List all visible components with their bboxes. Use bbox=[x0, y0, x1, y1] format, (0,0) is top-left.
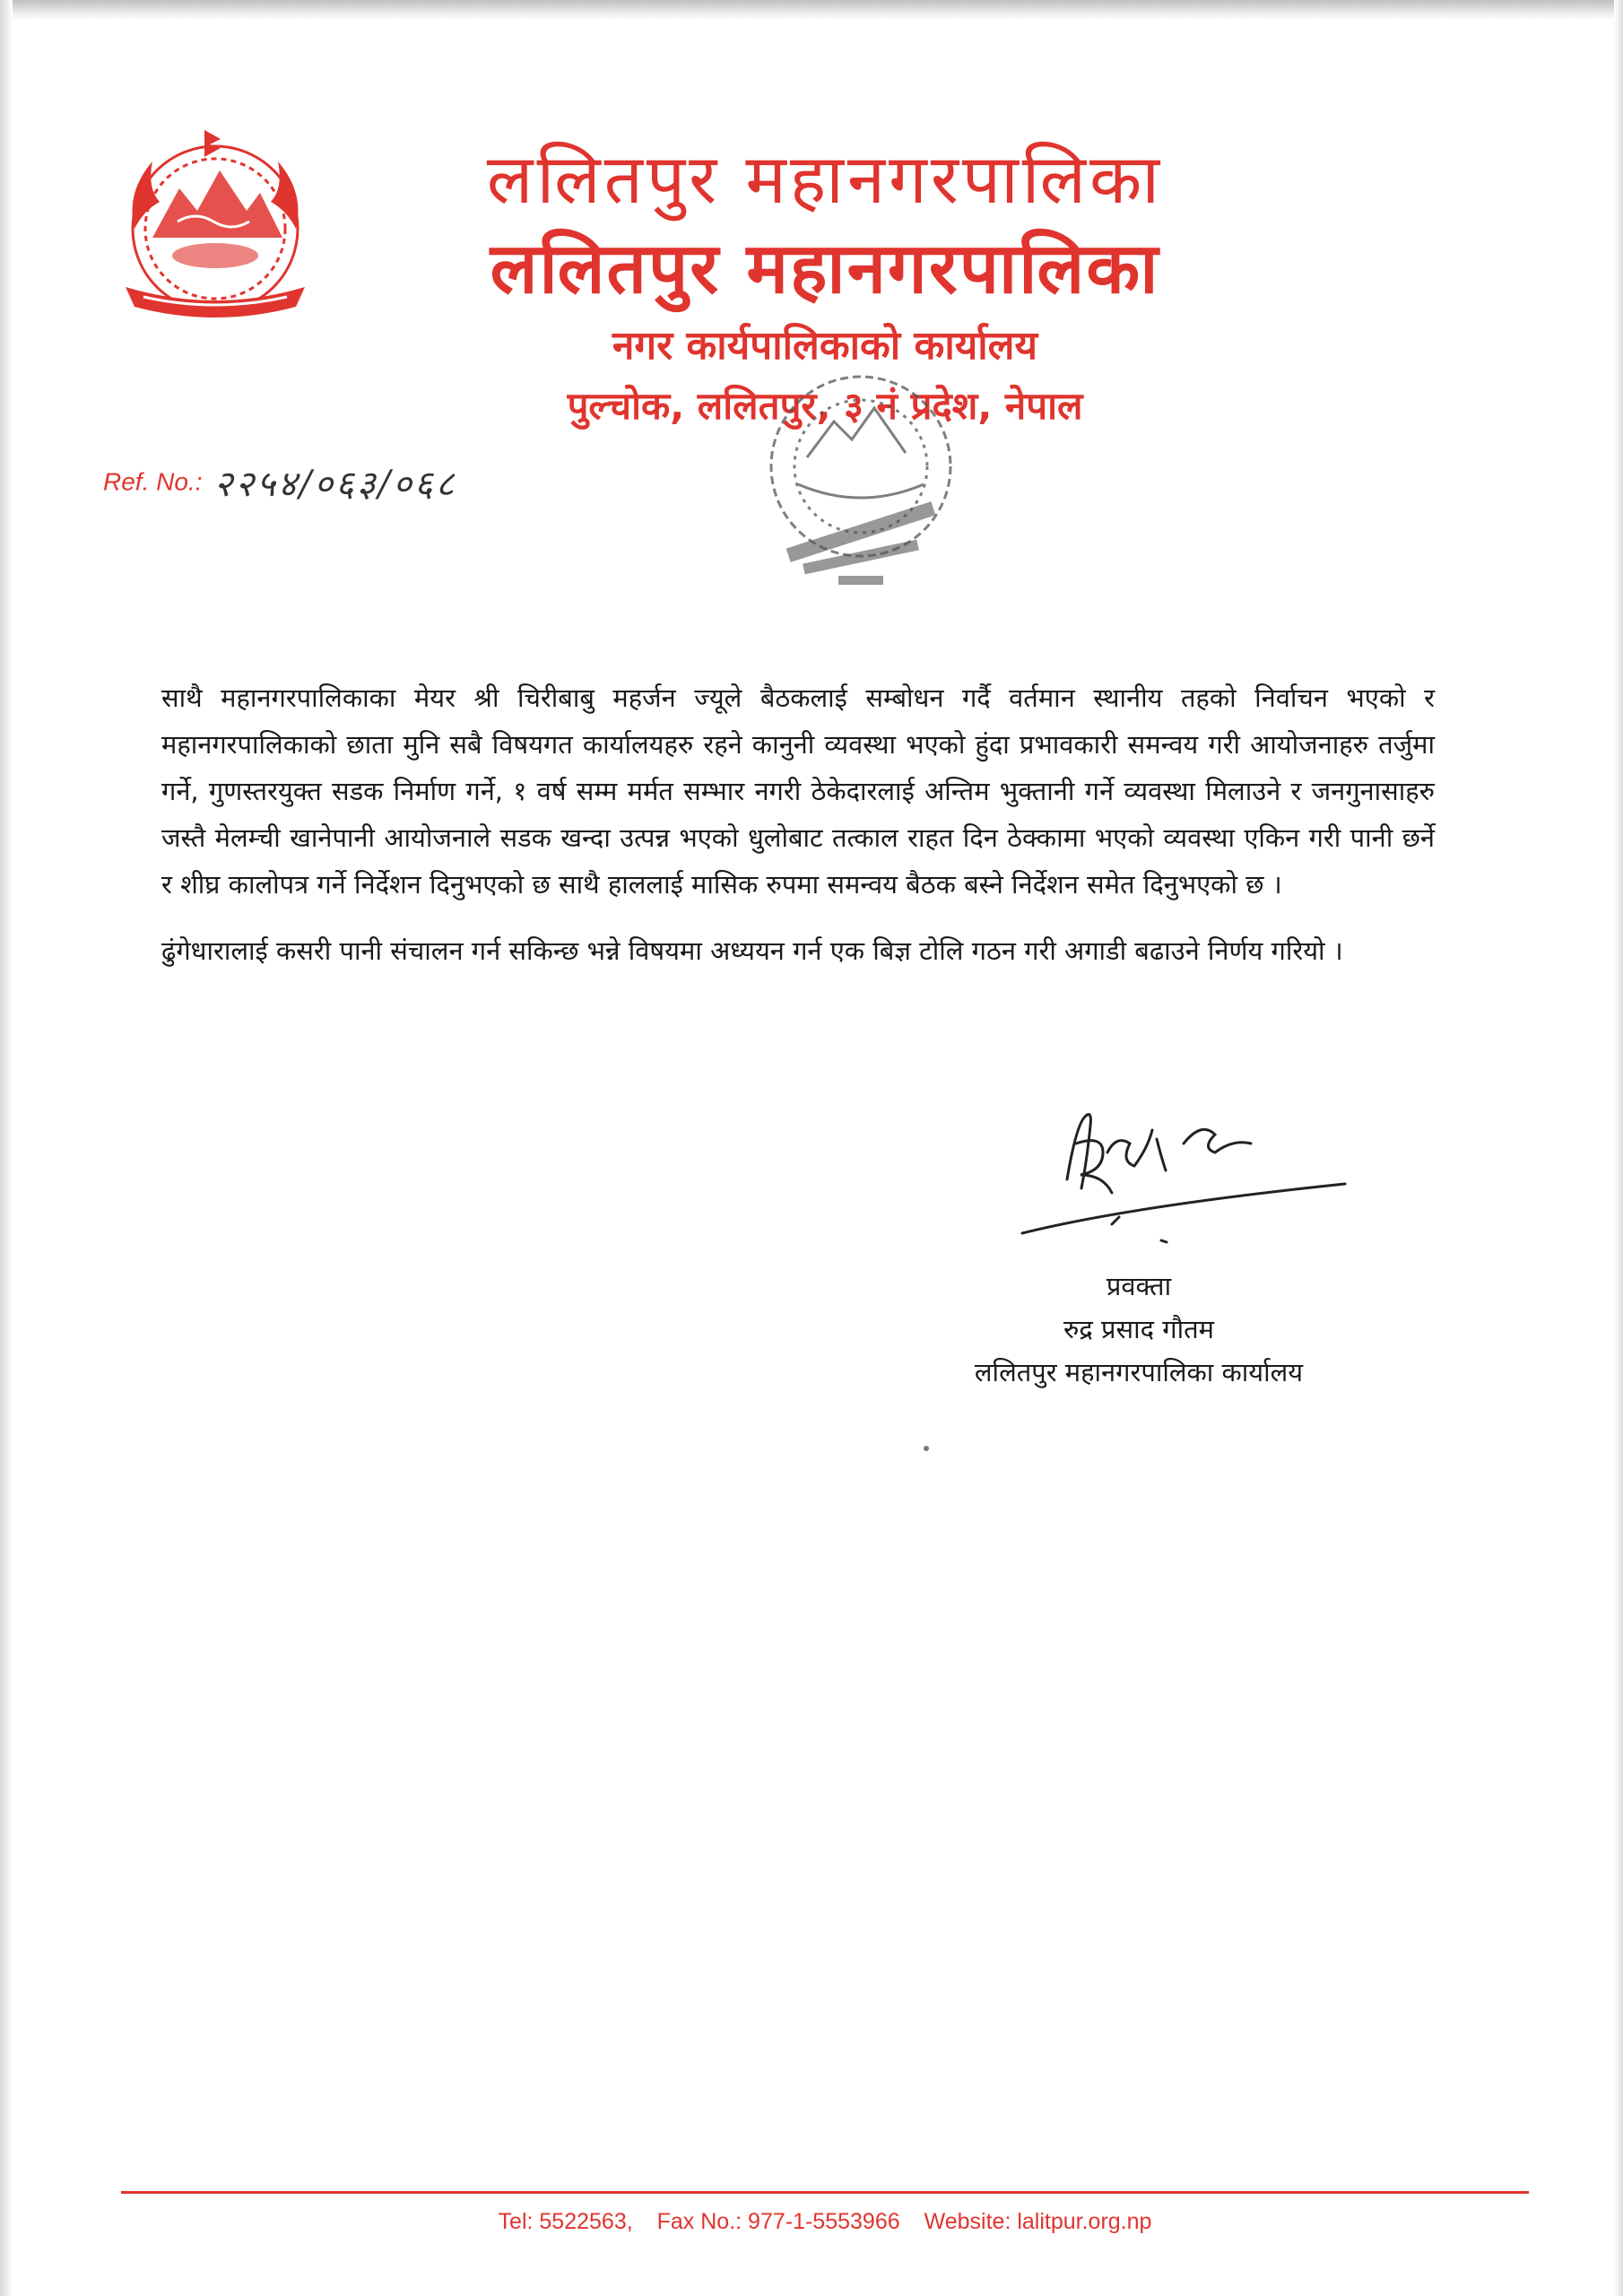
signatory-block bbox=[888, 1265, 1390, 1394]
signatory-office: ललितपुर महानगरपालिका कार्यालय bbox=[974, 1357, 1304, 1387]
reference-value: २२५४/०६३/०६८ bbox=[213, 464, 457, 505]
footer-divider bbox=[121, 2191, 1529, 2194]
scan-edge-top bbox=[0, 0, 1623, 20]
footer-telephone: Tel: 5522563, bbox=[498, 2209, 633, 2234]
footer-website: Website: lalitpur.org.np bbox=[924, 2209, 1152, 2234]
letterhead-title-primary: ललितपुर महानगरपालिका bbox=[486, 139, 1164, 219]
signatory-name: रुद्र प्रसाद गौतम bbox=[1063, 1314, 1214, 1344]
reference-number bbox=[103, 457, 457, 520]
signatory-designation: प्रवक्ता bbox=[1106, 1271, 1172, 1301]
footer-fax: Fax No.: 977-1-5553966 bbox=[656, 2209, 900, 2234]
body-paragraph-1: साथै महानगरपालिकाका मेयर श्री चिरीबाबु महर्जन ज्यूले बैठकलाई सम्बोधन गर्दै वर्तमान स्थानीय तहको निर्वाचन भएको र महानगरपालिकाको छाता मुनि सबै विषयगत कार्यालयहरु रहने कानुनी व्यवस्था भएको हुंदा प्रभावकारी समन्वय गरी आयोजनाहरु तर्जुमा गर्ने, गुणस्तरयुक्त सडक निर्माण गर्ने, १ वर्ष सम्म मर्मत सम्भार नगरी ठेकेदारलाई अन्तिम भुक्तानी गर्ने व्यवस्था मिलाउने र जनगुनासाहरु जस्तै मेलम्ची खानेपानी आयोजनाले सडक खन्दा उत्पन्न भएको धुलोबाट तत्काल राहत दिन ठेक्कामा भएको व्यवस्था एकिन गरी पानी छर्ने र शीघ्र कालोपत्र गर्ने निर्देशन दिनुभएको छ साथै हाललाई मासिक रुपमा समन्वय बैठक बस्ने निर्देशन समेत दिनुभएको छ । bbox=[161, 683, 1435, 900]
scan-speck bbox=[924, 1446, 929, 1451]
scan-edge-right bbox=[1614, 0, 1623, 2296]
office-stamp bbox=[731, 350, 991, 610]
emblem-logo bbox=[99, 121, 332, 336]
letter-body bbox=[161, 674, 1435, 994]
office-address: पुल्चोक, ललितपुर, ३ नं प्रदेश, नेपाल bbox=[567, 384, 1083, 428]
body-paragraph-2: ढुंगेधारालाई कसरी पानी संचालन गर्न सकिन्छ भन्ने विषयमा अध्ययन गर्न एक बिज्ञ टोलि गठन गरी अगाडी बढाउने निर्णय गरियो । bbox=[161, 935, 1343, 966]
office-name: नगर कार्यपालिकाको कार्यालय bbox=[612, 323, 1037, 369]
letterhead-title-secondary: ललितपुर महानगरपालिका bbox=[490, 229, 1160, 309]
footer-contact bbox=[121, 2202, 1529, 2241]
reference-label: Ref. No.: bbox=[103, 467, 203, 496]
handwritten-signature bbox=[1013, 1090, 1354, 1251]
scan-edge-left bbox=[0, 0, 13, 2296]
